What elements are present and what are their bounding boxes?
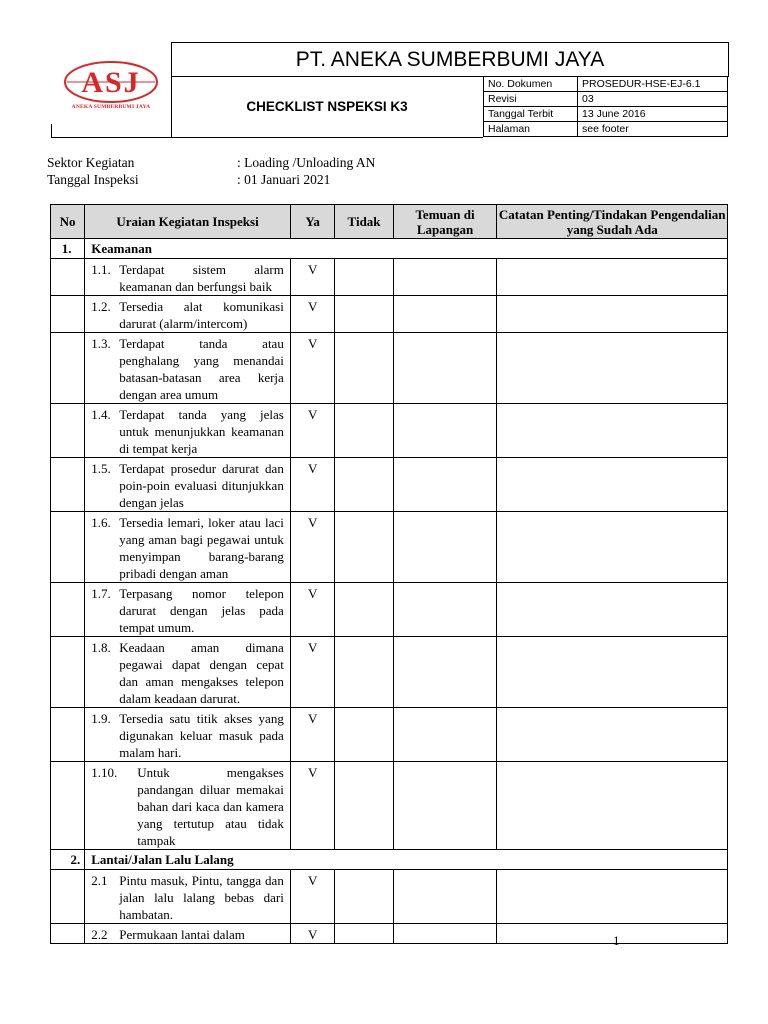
cell-tidak: [335, 924, 393, 944]
cell-no: [51, 870, 85, 924]
meta-value: PROSEDUR-HSE-EJ-6.1: [578, 77, 728, 92]
cell-uraian: [85, 708, 291, 762]
company-name: PT. ANEKA SUMBERBUMI JAYA: [171, 42, 729, 77]
logo-brand-text: ANEKA SUMBERBUMI JAYA: [71, 104, 151, 110]
table-row: [51, 924, 728, 944]
table-row: [51, 870, 728, 924]
cell-uraian: [85, 333, 291, 404]
company-logo: [61, 60, 161, 120]
cell-temuan: [393, 259, 497, 296]
item-text: Terpasang nomor telepon darurat dengan jelas pada tempat umum.: [119, 586, 284, 635]
section-title: Lantai/Jalan Lalu Lalang: [85, 850, 728, 870]
item-number: 1.5.: [91, 461, 111, 476]
cell-ya: V: [290, 259, 335, 296]
cell-catatan: [497, 333, 728, 404]
table-row: [51, 259, 728, 296]
cell-temuan: [393, 404, 497, 458]
cell-no: [51, 924, 85, 944]
cell-tidak: [335, 762, 393, 850]
cell-catatan: [497, 637, 728, 708]
cell-ya: V: [290, 870, 335, 924]
col-header-temuan: Temuan di Lapangan: [393, 205, 497, 239]
table-row: [51, 583, 728, 637]
cell-tidak: [335, 512, 393, 583]
col-header-tidak: Tidak: [335, 205, 393, 239]
cell-ya: V: [290, 637, 335, 708]
cell-catatan: [497, 458, 728, 512]
cell-catatan: [497, 512, 728, 583]
table-row: [51, 404, 728, 458]
meta-row: [484, 122, 728, 137]
col-header-no: No: [51, 205, 85, 239]
section-number: 2.: [51, 850, 85, 870]
item-number: 1.6.: [91, 515, 111, 530]
cell-uraian: [85, 924, 291, 944]
table-row: [51, 637, 728, 708]
document-header: [51, 42, 728, 137]
cell-no: [51, 404, 85, 458]
cell-temuan: [393, 637, 497, 708]
cell-temuan: [393, 583, 497, 637]
cell-uraian: [85, 637, 291, 708]
meta-key: No. Dokumen: [484, 77, 578, 92]
section-row: [51, 239, 728, 259]
table-row: [51, 458, 728, 512]
cell-tidak: [335, 404, 393, 458]
item-text: Tersedia satu titik akses yang digunakan keluar masuk pada malam hari.: [119, 711, 284, 760]
cell-ya: V: [290, 762, 335, 850]
cell-no: [51, 583, 85, 637]
sector-label: Sektor Kegiatan: [47, 155, 135, 170]
cell-catatan: [497, 708, 728, 762]
item-text: Untuk mengakses pandangan diluar memakai bahan dari kaca dan kamera yang tertutup atau tidak tampak: [137, 765, 284, 848]
cell-uraian: [85, 296, 291, 333]
cell-ya: V: [290, 404, 335, 458]
cell-tidak: [335, 458, 393, 512]
cell-temuan: [393, 333, 497, 404]
svg-text:ASJ: ASJ: [81, 66, 141, 99]
item-text: Pintu masuk, Pintu, tangga dan jalan lalu lalang bebas dari hambatan.: [119, 873, 284, 922]
cell-ya: V: [290, 583, 335, 637]
item-text: Terdapat sistem alarm keamanan dan berfungsi baik: [119, 262, 284, 294]
logo-cell: [51, 42, 172, 138]
cell-tidak: [335, 583, 393, 637]
cell-no: [51, 762, 85, 850]
cell-uraian: [85, 458, 291, 512]
cell-uraian: [85, 259, 291, 296]
item-number: 2.2: [91, 927, 108, 942]
cell-catatan: [497, 762, 728, 850]
table-row: [51, 762, 728, 850]
cell-temuan: [393, 512, 497, 583]
item-text: Tersedia alat komunikasi darurat (alarm/intercom): [119, 299, 284, 331]
cell-ya: V: [290, 458, 335, 512]
table-row: [51, 296, 728, 333]
cell-ya: V: [290, 333, 335, 404]
cell-no: [51, 333, 85, 404]
item-text: Permukaan lantai dalam: [119, 927, 245, 942]
cell-temuan: [393, 296, 497, 333]
section-row: [51, 850, 728, 870]
cell-no: [51, 637, 85, 708]
cell-ya: V: [290, 924, 335, 944]
cell-uraian: [85, 870, 291, 924]
meta-row: [484, 92, 728, 107]
cell-catatan: [497, 870, 728, 924]
cell-tidak: [335, 637, 393, 708]
document-meta-table: [483, 76, 728, 137]
item-text: Terdapat tanda atau penghalang yang menandai batasan-batasan area kerja dengan area umum: [119, 336, 284, 402]
document-title: CHECKLIST NSPEKSI K3: [171, 76, 483, 138]
page-number: 1: [613, 933, 620, 948]
cell-temuan: [393, 708, 497, 762]
cell-uraian: [85, 583, 291, 637]
item-number: 1.9.: [91, 711, 111, 726]
item-number: 2.1: [91, 873, 108, 888]
item-text: Tersedia lemari, loker atau laci yang aman bagi pegawai untuk menyimpan barang-barang pribadi dengan aman: [119, 515, 284, 581]
cell-catatan: [497, 583, 728, 637]
section-number: 1.: [51, 239, 85, 259]
checklist-table: [50, 204, 728, 944]
cell-tidak: [335, 333, 393, 404]
logo-emblem-icon: [61, 60, 161, 104]
cell-uraian: [85, 762, 291, 850]
cell-no: [51, 296, 85, 333]
item-text: Terdapat tanda yang jelas untuk menunjukkan keamanan di tempat kerja: [119, 407, 284, 456]
cell-catatan: [497, 259, 728, 296]
table-row: [51, 708, 728, 762]
cell-tidak: [335, 296, 393, 333]
cell-temuan: [393, 458, 497, 512]
cell-tidak: [335, 259, 393, 296]
col-header-ya: Ya: [290, 205, 335, 239]
item-number: 1.7.: [91, 586, 111, 601]
item-text: Keadaan aman dimana pegawai dapat dengan cepat dan aman mengakses telepon dalam keadaan darurat.: [119, 640, 284, 706]
cell-no: [51, 259, 85, 296]
sector-value: : Loading /Unloading AN: [237, 155, 376, 170]
item-number: 1.1.: [91, 262, 111, 277]
cell-catatan: [497, 296, 728, 333]
cell-tidak: [335, 708, 393, 762]
item-number: 1.2.: [91, 299, 111, 314]
date-value: : 01 Januari 2021: [237, 172, 331, 187]
meta-key: Halaman: [484, 122, 578, 137]
cell-temuan: [393, 762, 497, 850]
meta-value: see footer: [578, 122, 728, 137]
cell-no: [51, 512, 85, 583]
item-number: 1.4.: [91, 407, 111, 422]
meta-row: [484, 77, 728, 92]
cell-temuan: [393, 870, 497, 924]
item-number: 1.3.: [91, 336, 111, 351]
cell-ya: V: [290, 296, 335, 333]
table-row: [51, 333, 728, 404]
cell-uraian: [85, 512, 291, 583]
meta-row: [484, 107, 728, 122]
meta-key: Revisi: [484, 92, 578, 107]
cell-ya: V: [290, 512, 335, 583]
item-number: 1.10.: [91, 765, 118, 780]
cell-no: [51, 458, 85, 512]
cell-ya: V: [290, 708, 335, 762]
cell-no: [51, 708, 85, 762]
cell-catatan: [497, 404, 728, 458]
cell-uraian: [85, 404, 291, 458]
cell-temuan: [393, 924, 497, 944]
cell-tidak: [335, 870, 393, 924]
table-header-row: [51, 205, 728, 239]
col-header-uraian: Uraian Kegiatan Inspeksi: [85, 205, 291, 239]
item-number: 1.8.: [91, 640, 111, 655]
item-text: Terdapat prosedur darurat dan poin-poin evaluasi ditunjukkan dengan jelas: [119, 461, 284, 510]
meta-value: 03: [578, 92, 728, 107]
section-title: Keamanan: [85, 239, 728, 259]
table-row: [51, 512, 728, 583]
date-label: Tanggal Inspeksi: [47, 172, 139, 187]
meta-value: 13 June 2016: [578, 107, 728, 122]
meta-key: Tanggal Terbit: [484, 107, 578, 122]
col-header-catatan: Catatan Penting/Tindakan Pengendalian yang Sudah Ada: [498, 206, 726, 237]
